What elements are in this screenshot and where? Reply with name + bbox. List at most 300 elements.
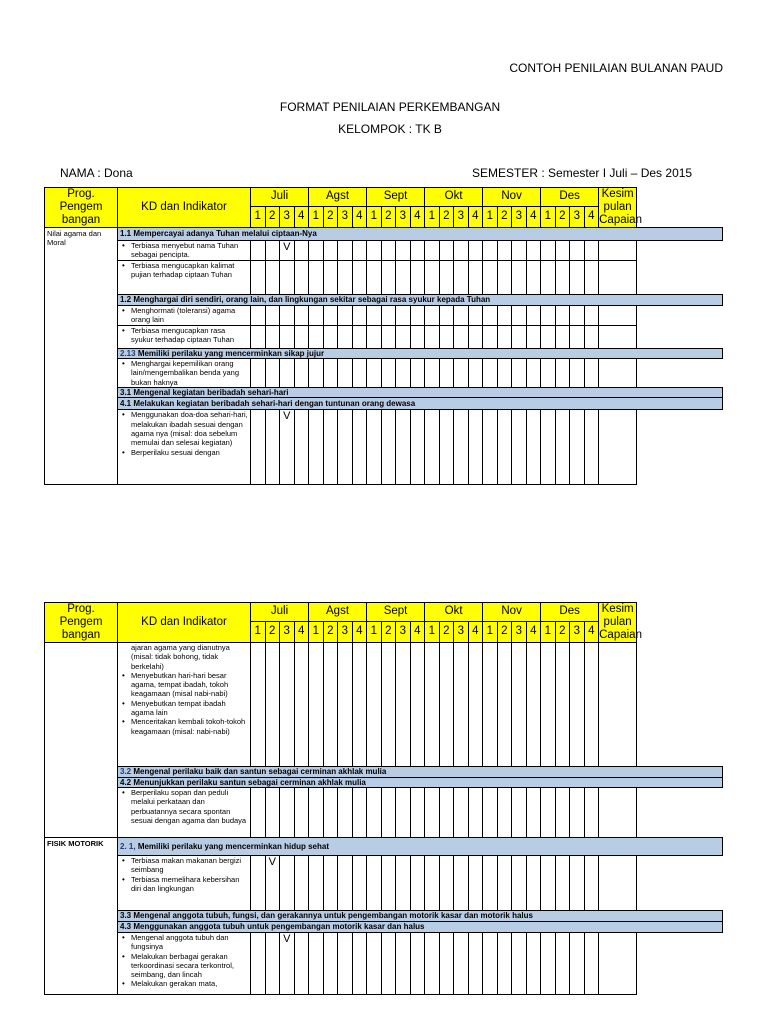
week-cell: [454, 933, 469, 995]
week-cell: [584, 241, 599, 261]
week-cell: [280, 856, 295, 911]
week-header: 4: [468, 621, 483, 642]
kd-number: 4.2: [120, 777, 132, 787]
week-cell: [425, 241, 440, 261]
kd-number: 2.13: [120, 348, 136, 358]
week-cell: [555, 261, 570, 295]
result-cell: [599, 325, 637, 348]
indicator-item: • Mengenal anggota tubuh dan fungsinya: [120, 933, 248, 952]
week-cell: [512, 643, 527, 767]
week-cell: [570, 359, 585, 388]
week-cell: [497, 241, 512, 261]
week-cell: [338, 359, 353, 388]
week-cell: [352, 261, 367, 295]
kd-section-title: [118, 348, 723, 359]
week-cell: [367, 261, 382, 295]
week-cell: [497, 305, 512, 325]
week-header: 4: [526, 621, 541, 642]
week-cell: [497, 933, 512, 995]
week-cell: [555, 933, 570, 995]
week-cell: [526, 261, 541, 295]
week-header: 4: [294, 621, 309, 642]
week-cell: [323, 305, 338, 325]
week-header: 4: [584, 206, 599, 227]
result-cell: [599, 788, 637, 838]
week-cell: [526, 856, 541, 911]
week-cell: [323, 325, 338, 348]
section-row: [45, 838, 723, 856]
col-header-result: Kesim pulan Capaian: [599, 188, 642, 226]
week-cell: [483, 933, 498, 995]
week-cell: [265, 241, 280, 261]
student-name: NAMA : Dona: [60, 166, 133, 180]
week-cell: [294, 933, 309, 995]
week-cell: [352, 933, 367, 995]
result-cell: [599, 933, 637, 995]
indicator-row: [45, 359, 723, 388]
week-cell: [570, 856, 585, 911]
week-cell: [338, 410, 353, 485]
week-cell: [309, 856, 324, 911]
week-header: 4: [352, 206, 367, 227]
kd-text: Mengenal perilaku baik dan santun sebagai cerminan akhlak mulia: [133, 767, 387, 776]
week-cell: [251, 856, 266, 911]
result-cell: [599, 410, 637, 485]
week-cell: [367, 788, 382, 838]
kd-section-title: [118, 922, 723, 933]
kd-number: 4.1: [120, 399, 132, 409]
kd-text: Menggunakan anggota tubuh untuk pengembangan motorik kasar dan halus: [133, 922, 425, 932]
week-cell: [454, 410, 469, 485]
month-header-nov: Nov: [483, 603, 541, 622]
indicator-cell: [118, 261, 251, 295]
week-cell: [439, 643, 454, 767]
week-cell: [512, 359, 527, 388]
week-header: 2: [381, 621, 396, 642]
week-header: 2: [323, 206, 338, 227]
header-row: [45, 603, 723, 622]
week-cell: [396, 359, 411, 388]
week-cell: [468, 325, 483, 348]
week-cell: [555, 359, 570, 388]
week-cell: [512, 856, 527, 911]
indicator-list: [120, 261, 248, 280]
week-cell: [483, 788, 498, 838]
week-cell: [280, 359, 295, 388]
week-header: 3: [512, 206, 527, 227]
week-header: 3: [396, 621, 411, 642]
week-cell: [367, 933, 382, 995]
indicator-row: [45, 241, 723, 261]
week-cell: [410, 643, 425, 767]
week-cell: [439, 933, 454, 995]
week-header: 2: [265, 206, 280, 227]
week-cell: [468, 410, 483, 485]
week-cell: [410, 305, 425, 325]
week-cell: [381, 305, 396, 325]
week-cell: [483, 410, 498, 485]
week-cell: [323, 933, 338, 995]
week-cell: [265, 933, 280, 995]
week-cell: [512, 261, 527, 295]
month-header-okt: Okt: [425, 188, 483, 207]
week-cell: [367, 325, 382, 348]
week-header: 3: [512, 621, 527, 642]
week-cell: [526, 643, 541, 767]
check-mark: V: [280, 410, 295, 485]
week-cell: [454, 241, 469, 261]
week-cell: [280, 788, 295, 838]
week-cell: [570, 788, 585, 838]
week-header: 1: [541, 621, 556, 642]
week-cell: [265, 325, 280, 348]
check-mark: V: [280, 933, 295, 995]
indicator-list: [120, 643, 248, 736]
col-header-kd: KD dan Indikator: [118, 188, 251, 228]
week-cell: [251, 788, 266, 838]
week-cell: [265, 359, 280, 388]
week-cell: [309, 643, 324, 767]
indicator-cell: [118, 241, 251, 261]
week-cell: [483, 261, 498, 295]
week-cell: [309, 788, 324, 838]
week-cell: [439, 788, 454, 838]
indicator-row: [45, 856, 723, 911]
week-cell: [294, 241, 309, 261]
week-cell: [323, 241, 338, 261]
indicator-item: • Terbiasa menyebut nama Tuhan sebagai pencipta.: [120, 241, 248, 260]
week-cell: [410, 856, 425, 911]
week-header: 1: [425, 206, 440, 227]
week-cell: [367, 643, 382, 767]
week-header: 3: [280, 621, 295, 642]
week-cell: [483, 856, 498, 911]
week-cell: [454, 325, 469, 348]
week-cell: [265, 410, 280, 485]
week-cell: [381, 410, 396, 485]
indicator-cell: [118, 410, 251, 485]
week-cell: [410, 410, 425, 485]
section-row: [45, 777, 723, 788]
week-cell: [555, 325, 570, 348]
indicator-item: • Berperilaku sopan dan peduli melalui perkataan dan perbuatannya secara spontan sesuai dengan agama dan budaya: [120, 788, 248, 825]
week-cell: [309, 933, 324, 995]
week-cell: [454, 643, 469, 767]
kd-number: 1.2: [120, 295, 132, 304]
week-cell: [352, 359, 367, 388]
week-cell: [352, 788, 367, 838]
week-cell: [323, 359, 338, 388]
week-cell: [584, 325, 599, 348]
check-mark: V: [265, 856, 280, 911]
week-cell: [425, 788, 440, 838]
week-cell: [294, 643, 309, 767]
indicator-list: [120, 788, 248, 825]
week-cell: [367, 410, 382, 485]
kd-number: 3.2: [120, 767, 132, 776]
week-header: 3: [454, 206, 469, 227]
kd-section-title: [118, 295, 723, 306]
indicator-list: [120, 856, 248, 893]
week-cell: [584, 359, 599, 388]
week-cell: [454, 305, 469, 325]
week-cell: [439, 305, 454, 325]
indicator-item: • Melakukan berbagai gerakan terkoordinasi secara terkontrol, seimbang, dan lincah: [120, 952, 248, 980]
indicator-item: • Menceritakan kembali tokoh-tokoh keagamaan (misal: nabi-nabi): [120, 717, 248, 736]
indicator-item: • Berperilaku sesuai dengan: [120, 448, 248, 457]
week-cell: [541, 261, 556, 295]
week-cell: [352, 305, 367, 325]
week-cell: [497, 410, 512, 485]
week-header: 1: [251, 206, 266, 227]
week-cell: [381, 643, 396, 767]
week-header: 2: [265, 621, 280, 642]
result-cell: [599, 261, 637, 295]
week-cell: [454, 788, 469, 838]
week-cell: [468, 643, 483, 767]
section-row: [45, 228, 723, 241]
week-cell: [396, 305, 411, 325]
week-header: 1: [309, 621, 324, 642]
week-cell: [439, 410, 454, 485]
week-cell: [251, 933, 266, 995]
week-cell: [251, 410, 266, 485]
semester-line: SEMESTER : Semester I Juli – Des 2015: [472, 166, 693, 180]
kd-text: Menghargai diri sendiri, orang lain, dan lingkungan sekitar sebagai rasa syukur kepada Tuhan: [133, 295, 491, 304]
week-cell: [309, 305, 324, 325]
week-cell: [584, 933, 599, 995]
week-cell: [280, 305, 295, 325]
indicator-row: [45, 325, 723, 348]
indicator-cell: [118, 933, 251, 995]
program-label-empty: [45, 643, 118, 838]
indicator-item: • Menghormati (toleransi) agama orang lain: [120, 306, 248, 325]
week-cell: [251, 305, 266, 325]
indicator-row: [45, 305, 723, 325]
indicator-item: • Terbiasa makan makanan bergizi seimbang: [120, 856, 248, 875]
week-cell: [526, 359, 541, 388]
kd-text: Memiliki perilaku yang mencerminkan sikap jujur: [137, 348, 325, 358]
week-cell: [570, 410, 585, 485]
kd-text: Mengenal kegiatan beribadah sehari-hari: [133, 387, 289, 397]
indicator-list: [120, 359, 248, 387]
week-cell: [381, 933, 396, 995]
week-cell: [338, 305, 353, 325]
week-cell: [454, 856, 469, 911]
week-header: 4: [410, 206, 425, 227]
kd-section-title: [118, 228, 723, 241]
week-header: 1: [251, 621, 266, 642]
week-cell: [338, 325, 353, 348]
kd-number: 2. 1,: [120, 841, 136, 851]
week-cell: [584, 305, 599, 325]
week-cell: [338, 933, 353, 995]
week-cell: [555, 410, 570, 485]
week-header: 1: [367, 621, 382, 642]
week-cell: [584, 856, 599, 911]
week-header: 3: [338, 206, 353, 227]
week-cell: [396, 933, 411, 995]
indicator-row: [45, 261, 723, 295]
kd-section-title: [118, 838, 723, 856]
indicator-cell: [118, 325, 251, 348]
week-cell: [396, 643, 411, 767]
week-cell: [584, 261, 599, 295]
week-cell: [541, 325, 556, 348]
check-mark: V: [280, 241, 295, 261]
week-cell: [410, 359, 425, 388]
week-cell: [439, 241, 454, 261]
week-cell: [352, 241, 367, 261]
week-header: 2: [323, 621, 338, 642]
week-header: 1: [425, 621, 440, 642]
indicator-cell: [118, 305, 251, 325]
indicator-item: • Menyebutkan tempat ibadah agama lain: [120, 699, 248, 718]
week-cell: [526, 410, 541, 485]
week-cell: [439, 856, 454, 911]
week-header: 2: [381, 206, 396, 227]
week-cell: [526, 933, 541, 995]
week-cell: [338, 856, 353, 911]
week-cell: [512, 410, 527, 485]
week-cell: [323, 643, 338, 767]
week-cell: [323, 410, 338, 485]
week-cell: [526, 241, 541, 261]
assessment-table-page-2: [44, 602, 723, 995]
week-cell: [468, 241, 483, 261]
kd-section-title: [118, 387, 723, 398]
week-cell: [425, 856, 440, 911]
result-cell: [599, 359, 637, 388]
section-row: [45, 767, 723, 778]
week-cell: [468, 856, 483, 911]
kd-text: Menunjukkan perilaku santun sebagai cerminan akhlak mulia: [133, 777, 366, 787]
week-cell: [541, 788, 556, 838]
week-cell: [570, 261, 585, 295]
week-cell: [396, 856, 411, 911]
week-cell: [280, 643, 295, 767]
week-cell: [367, 359, 382, 388]
month-header-sept: Sept: [367, 603, 425, 622]
week-cell: [570, 305, 585, 325]
week-cell: [555, 241, 570, 261]
program-label: Nilai agama dan Moral: [45, 228, 118, 485]
week-cell: [425, 305, 440, 325]
week-cell: [483, 325, 498, 348]
week-cell: [526, 305, 541, 325]
week-header: 1: [309, 206, 324, 227]
col-header-kd: KD dan Indikator: [118, 603, 251, 643]
month-header-juli: Juli: [251, 188, 309, 207]
week-cell: [410, 241, 425, 261]
week-cell: [251, 241, 266, 261]
indicator-row: [45, 788, 723, 838]
indicator-row: [45, 643, 723, 767]
week-cell: [584, 788, 599, 838]
week-cell: [309, 359, 324, 388]
month-header-agst: Agst: [309, 603, 367, 622]
result-cell: [599, 305, 637, 325]
week-cell: [251, 359, 266, 388]
indicator-row: [45, 933, 723, 995]
kd-text: Melakukan kegiatan beribadah sehari-hari dengan tuntunan orang dewasa: [133, 399, 416, 409]
week-header: 2: [439, 621, 454, 642]
week-cell: [512, 933, 527, 995]
week-cell: [338, 643, 353, 767]
week-header: 1: [367, 206, 382, 227]
week-cell: [555, 856, 570, 911]
week-cell: [483, 643, 498, 767]
week-cell: [468, 261, 483, 295]
month-header-okt: Okt: [425, 603, 483, 622]
week-header: 4: [468, 206, 483, 227]
week-cell: [381, 359, 396, 388]
month-header-juli: Juli: [251, 603, 309, 622]
week-cell: [410, 933, 425, 995]
week-cell: [323, 788, 338, 838]
kd-number: 3.3: [120, 911, 132, 921]
kd-number: 3.1: [120, 387, 132, 397]
week-cell: [396, 325, 411, 348]
week-cell: [309, 241, 324, 261]
indicator-cell: [118, 856, 251, 911]
week-cell: [541, 856, 556, 911]
week-cell: [526, 788, 541, 838]
week-header: 1: [541, 206, 556, 227]
indicator-list: [120, 241, 248, 260]
week-cell: [294, 305, 309, 325]
week-header: 3: [570, 621, 585, 642]
week-cell: [570, 643, 585, 767]
section-row: [45, 387, 723, 398]
col-header-result: Kesim pulan Capaian: [599, 603, 642, 641]
week-cell: [251, 643, 266, 767]
kd-section-title: [118, 911, 723, 922]
col-header-prog: Prog. Pengem bangan: [45, 603, 118, 643]
result-cell: [599, 643, 637, 767]
week-cell: [541, 643, 556, 767]
section-row: [45, 922, 723, 933]
week-cell: [454, 359, 469, 388]
week-cell: [338, 788, 353, 838]
section-row: [45, 911, 723, 922]
week-cell: [439, 261, 454, 295]
assessment-table-page-1: [44, 187, 723, 485]
week-cell: [570, 241, 585, 261]
kd-number: 4.3: [120, 922, 132, 932]
week-cell: [280, 325, 295, 348]
week-cell: [309, 410, 324, 485]
week-cell: [497, 359, 512, 388]
month-header-nov: Nov: [483, 188, 541, 207]
program-label: FISIK MOTORIK: [45, 838, 118, 995]
week-cell: [425, 325, 440, 348]
week-cell: [367, 241, 382, 261]
week-cell: [425, 359, 440, 388]
week-cell: [352, 856, 367, 911]
week-cell: [410, 261, 425, 295]
section-row: [45, 398, 723, 410]
week-cell: [555, 305, 570, 325]
month-header-agst: Agst: [309, 188, 367, 207]
indicator-item: • Melakukan gerakan mata,: [120, 979, 248, 988]
week-cell: [483, 241, 498, 261]
week-cell: [352, 410, 367, 485]
week-cell: [352, 325, 367, 348]
week-cell: [367, 856, 382, 911]
week-header: 3: [280, 206, 295, 227]
month-header-des: Des: [541, 603, 599, 622]
